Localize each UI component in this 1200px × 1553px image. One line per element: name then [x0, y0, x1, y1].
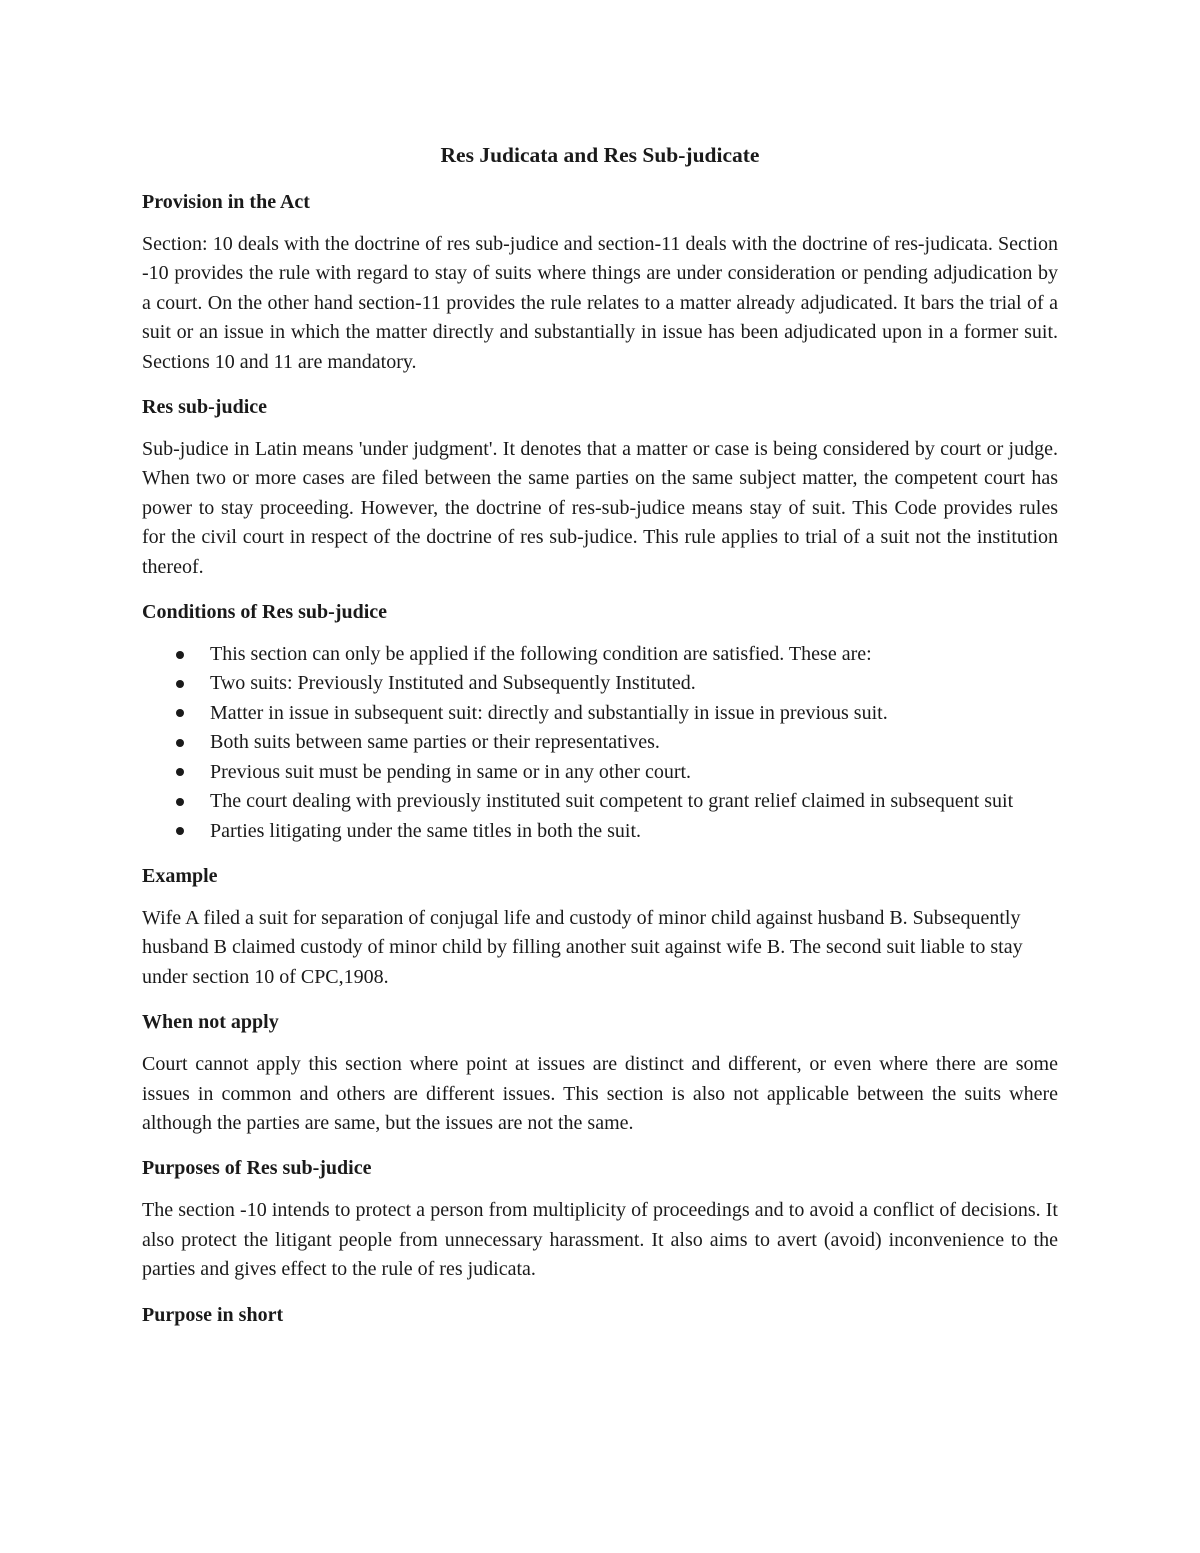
- section-example: [142, 862, 1058, 992]
- list-item-text: Parties litigating under the same titles in both the suit.: [210, 819, 642, 842]
- list-item-text: Two suits: Previously Instituted and Subsequently Instituted.: [210, 672, 696, 695]
- section-heading: Purpose in short: [142, 1303, 284, 1326]
- section-paragraph: Court cannot apply this section where point at issues are distinct and different, or even where there are some issues in common and others are different issues. This section is also not applicable between the suits where although the parties are same, but the issues are not the same.: [142, 1053, 1058, 1134]
- section-heading: Provision in the Act: [142, 191, 310, 213]
- bullet-icon: [176, 739, 184, 747]
- section-when-not-apply: [142, 1008, 1058, 1138]
- section-purpose-short: [142, 1301, 1058, 1329]
- section-paragraph: Sub-judice in Latin means 'under judgment'. It denotes that a matter or case is being considered by court or judge. When two or more cases are filed between the same parties on the same subject matter, the competent court has power to stay proceeding. However, the doctrine of res-sub-judice means stay of suit. This Code provides rules for the civil court in respect of the doctrine of res sub-judice. This rule applies to trial of a suit not the institution thereof.: [142, 438, 1058, 578]
- section-paragraph: Wife A filed a suit for separation of conjugal life and custody of minor child against husband B. Subsequently husband B claimed custody of minor child by filling another suit against wife B. The second suit liable to stay under section 10 of CPC,1908.: [142, 906, 1023, 988]
- section-heading: When not apply: [142, 1011, 279, 1034]
- section-purposes: [142, 1154, 1058, 1284]
- list-item: [142, 669, 1058, 698]
- list-item-text: The court dealing with previously instituted suit competent to grant relief claimed in subsequent suit: [210, 790, 1014, 813]
- section-res-sub-judice: [142, 393, 1058, 582]
- list-item: [142, 758, 1058, 787]
- section-heading: Conditions of Res sub-judice: [142, 601, 388, 624]
- list-item: [142, 640, 1058, 669]
- section-conditions: [142, 598, 1058, 846]
- list-item-text: Previous suit must be pending in same or in any other court.: [210, 760, 692, 783]
- bullet-icon: [176, 798, 184, 806]
- list-item: [142, 817, 1058, 846]
- section-paragraph: The section -10 intends to protect a person from multiplicity of proceedings and to avoid a conflict of decisions. It also protect the litigant people from unnecessary harassment. It also aims to avert (avoid) inconvenience to the parties and gives effect to the rule of res judicata.: [142, 1199, 1058, 1281]
- section-provision: [142, 188, 1058, 377]
- document-title: Res Judicata and Res Sub-judicate: [440, 143, 760, 167]
- bullet-icon: [176, 827, 184, 835]
- document-page: [142, 140, 1058, 1343]
- bullet-icon: [176, 768, 184, 776]
- section-paragraph: Section: 10 deals with the doctrine of res sub-judice and section-11 deals with the doctrine of res-judicata. Section -10 provides the rule with regard to stay of suits where things are under consideration or pending adjudication by a court. On the other hand section-11 provides the rule relates to a matter already adjudicated. It bars the trial of a suit or an issue in which the matter directly and substantially in issue has been adjudicated upon in a former suit. Sections 10 and 11 are mandatory.: [142, 233, 1058, 373]
- section-heading: Res sub-judice: [142, 396, 268, 419]
- bullet-icon: [176, 680, 184, 688]
- bullet-icon: [176, 651, 184, 659]
- list-item: [142, 787, 1058, 816]
- list-item-text: Both suits between same parties or their representatives.: [210, 731, 660, 754]
- list-item-text: This section can only be applied if the following condition are satisfied. These are:: [210, 643, 872, 666]
- section-heading: Example: [142, 864, 218, 887]
- list-item: [142, 728, 1058, 757]
- list-item: [142, 699, 1058, 728]
- bullet-icon: [176, 709, 184, 717]
- list-item-text: Matter in issue in subsequent suit: directly and substantially in issue in previous suit.: [210, 701, 888, 724]
- section-heading: Purposes of Res sub-judice: [142, 1157, 372, 1180]
- conditions-list: [142, 640, 1058, 846]
